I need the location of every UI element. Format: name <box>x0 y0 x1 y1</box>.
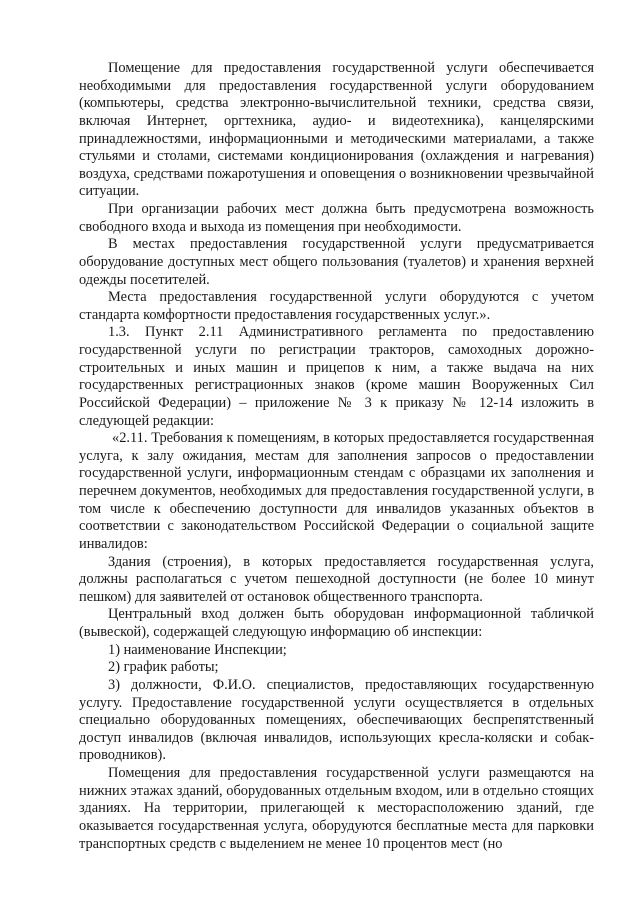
document-body <box>79 60 594 853</box>
paragraph-workplaces: При организации рабочих мест должна быть предусмотрена возможность свободного входа и выхода из помещения при необходимости. <box>79 201 594 235</box>
list-item-schedule: 2) график работы; <box>108 659 219 676</box>
paragraph-public-facilities: В местах предоставления государственной услуги предусматривается оборудование доступных мест общего пользования (туалетов) и хранения верхней одежды посетителей. <box>79 236 594 288</box>
paragraph-premises-location: Помещения для предоставления государственной услуги размещаются на нижних этажах зданий, оборудованных отдельным входом, или в отдельно стоящих зданиях. На территории, прилегающей к месторасположению зданий, где оказывается государственная услуга, оборудуются бесплатные места для парковки транспортных средств с выделением не менее 10 процентов мест (но <box>79 765 594 852</box>
paragraph-comfort-standard: Места предоставления государственной услуги оборудуются с учетом стандарта комфортности предоставления государственных услуг.». <box>79 289 594 323</box>
paragraph-equipment: Помещение для предоставления государственной услуги обеспечивается необходимыми для предоставления государственной услуги оборудованием (компьютеры, средства электронно-вычислительной техники, средства связи, включая Интернет, оргтехника, аудио- и видеотехника), канцелярскими принадлежностями, информационными и методическими материалами, а также стульями и столами, системами кондиционирования (охлаждения и нагревания) воздуха, средствами пожаротушения и оповещения о возникновении чрезвычайной ситуации. <box>79 60 594 200</box>
paragraph-section-1-3: 1.3. Пункт 2.11 Административного регламента по предоставлению государственной услуги по регистрации тракторов, самоходных дорожно-строительных и иных машин и прицепов к ним, а также выдача на них государственных регистрационных знаков (кроме машин Вооруженных Сил Российской Федерации) – приложение № 3 к приказу № 12-14 изложить в следующей редакции: <box>79 324 594 429</box>
paragraph-section-2-11: «2.11. Требования к помещениям, в которых предоставляется государственная услуга, к залу ожидания, местам для заполнения запросов о предоставлении государственной услуги, информационным стендам с образцами их заполнения и перечнем документов, необходимых для предоставления государственной услуги, в том числе к обеспечению доступности для инвалидов указанных объектов в соответствии с законодательством Российской Федерации о социальной защите инвалидов: <box>79 430 594 552</box>
paragraph-central-entrance: Центральный вход должен быть оборудован информационной табличкой (вывеской), содержащей следующую информацию об инспекции: <box>79 606 594 640</box>
list-item-name: 1) наименование Инспекции; <box>108 641 287 658</box>
paragraph-buildings: Здания (строения), в которых предоставляется государственная услуга, должны располагаться с учетом пешеходной доступности (не более 10 минут пешком) для заявителей от остановок общественного транспорта. <box>79 553 594 605</box>
list-item-positions: 3) должности, Ф.И.О. специалистов, предоставляющих государственную услугу. Предоставление государственной услуги осуществляется в отдельных специально оборудованных помещениях, обеспечивающих беспрепятственный доступ инвалидов (включая инвалидов, использующих кресла-коляски и собак-проводников). <box>79 676 594 764</box>
